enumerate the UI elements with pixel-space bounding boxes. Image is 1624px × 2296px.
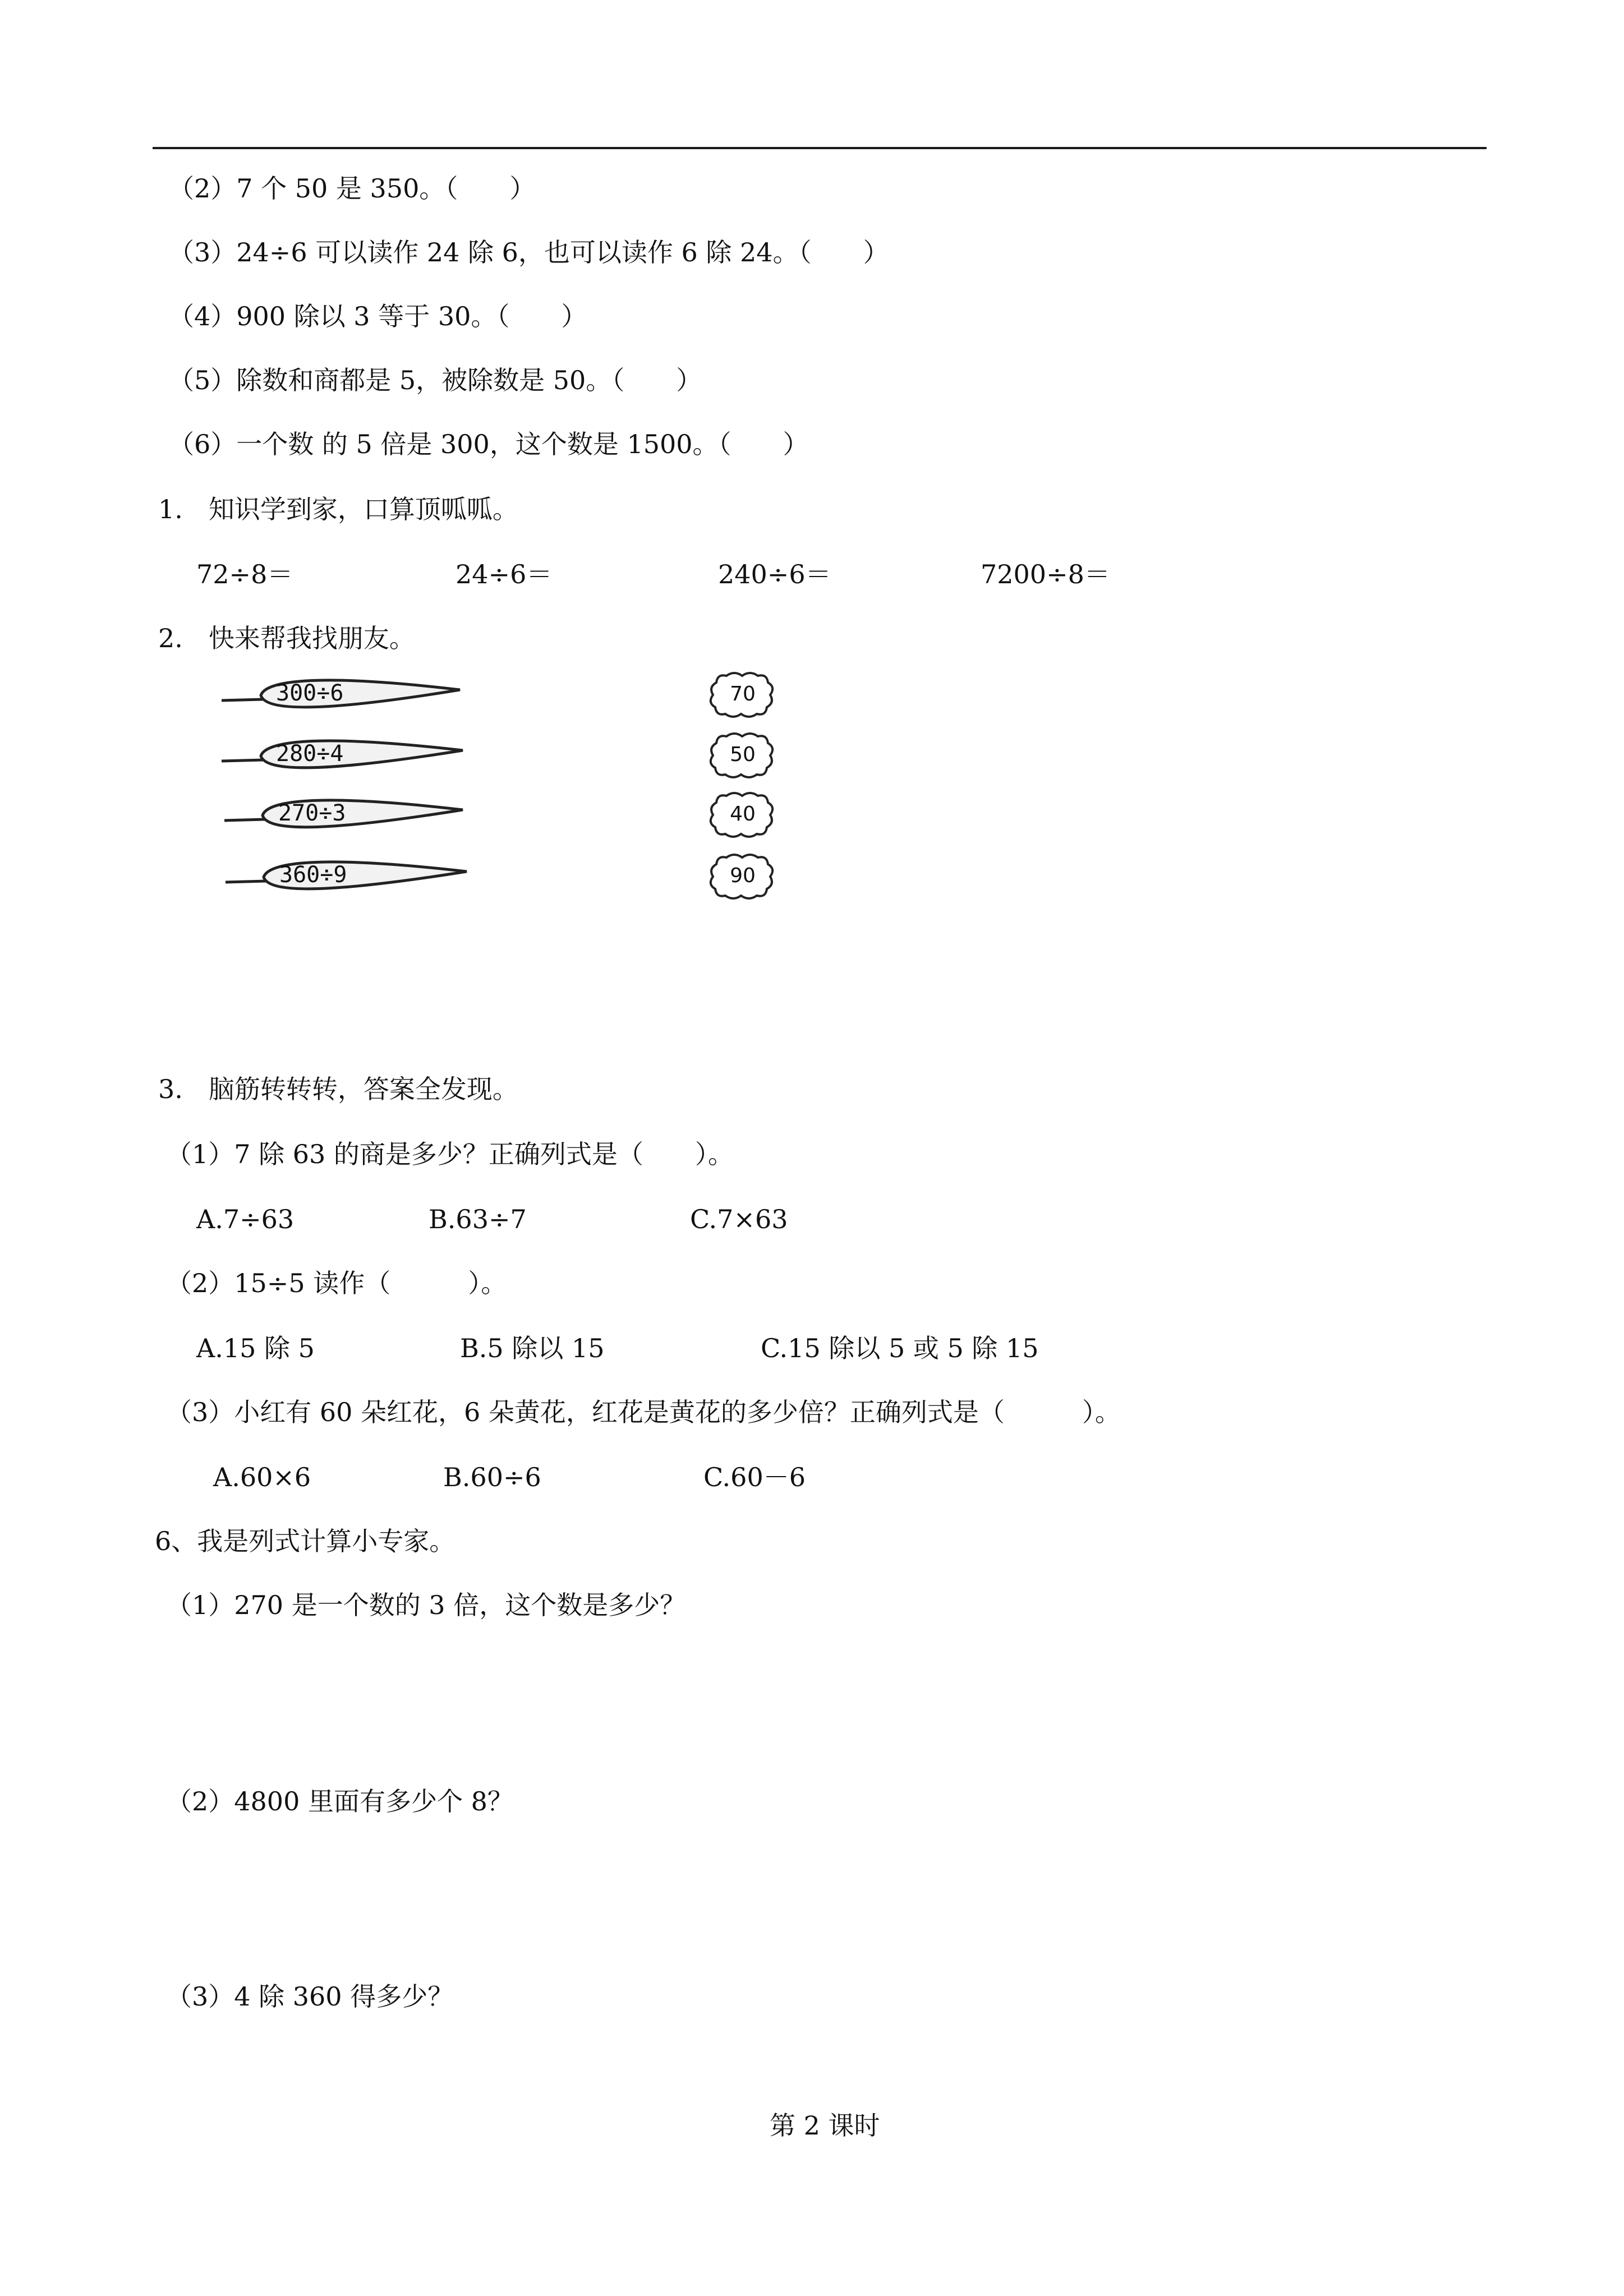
leaf-4-label: 360÷9 xyxy=(279,862,347,888)
word-problem-3: （3）4 除 360 得多少？ xyxy=(166,1981,454,2012)
leaf-2-label: 280÷4 xyxy=(276,741,344,767)
choice-question-3: （3）小红有 60 朵红花，6 朵黄花，红花是黄花的多少倍？正确列式是（ ）。 xyxy=(166,1397,1121,1427)
page-footer: 第 2 课时 xyxy=(770,2110,880,2141)
flower-3-label: 40 xyxy=(730,803,756,826)
flower-4-label: 90 xyxy=(730,864,756,887)
word-problem-1: （1）270 是一个数的 3 倍，这个数是多少？ xyxy=(166,1590,686,1620)
section1-heading: 1. 知识学到家，口算顶呱呱。 xyxy=(158,494,518,524)
header-rule xyxy=(153,147,1487,149)
calc-problem-3: 240÷6＝ xyxy=(718,559,831,589)
choice-option-1a[interactable]: A.7÷63 xyxy=(196,1204,295,1234)
judge-item-5: （5）除数和商都是 5，被除数是 50。（ ） xyxy=(168,365,702,395)
flower-2-label: 50 xyxy=(730,743,756,766)
word-problem-2: （2）4800 里面有多少个 8？ xyxy=(166,1786,513,1816)
judge-item-3: （3）24÷6 可以读作 24 除 6，也可以读作 6 除 24。（ ） xyxy=(168,237,889,268)
choice-option-1c[interactable]: C.7×63 xyxy=(690,1204,788,1234)
choice-option-2a[interactable]: A.15 除 5 xyxy=(196,1333,315,1363)
matching-exercise xyxy=(213,667,886,909)
calc-problem-4: 7200÷8＝ xyxy=(981,559,1110,589)
leaf-1-label: 300÷6 xyxy=(276,680,344,706)
choice-option-2b[interactable]: B.5 除以 15 xyxy=(460,1333,605,1363)
calc-problem-2: 24÷6＝ xyxy=(456,559,553,589)
calc-problem-1: 72÷8＝ xyxy=(196,559,293,589)
section2-heading: 2. 快来帮我找朋友。 xyxy=(158,623,415,653)
judge-item-6: （6）一个数 的 5 倍是 300，这个数是 1500。（ ） xyxy=(168,429,809,459)
judge-item-4: （4）900 除以 3 等于 30。（ ） xyxy=(168,301,587,331)
leaf-3-label: 270÷3 xyxy=(278,800,346,826)
flower-1-label: 70 xyxy=(730,683,756,706)
choice-option-3b[interactable]: B.60÷6 xyxy=(443,1462,541,1492)
choice-option-1b[interactable]: B.63÷7 xyxy=(429,1204,527,1234)
choice-option-2c[interactable]: C.15 除以 5 或 5 除 15 xyxy=(761,1333,1039,1363)
choice-option-3a[interactable]: A.60×6 xyxy=(213,1462,311,1492)
section3-heading: 3. 脑筋转转转，答案全发现。 xyxy=(158,1074,518,1104)
choice-question-1: （1）7 除 63 的商是多少？正确列式是（ ）。 xyxy=(166,1139,734,1169)
judge-item-2: （2）7 个 50 是 350。（ ） xyxy=(168,173,536,204)
choice-option-3c[interactable]: C.60－6 xyxy=(703,1462,806,1492)
choice-question-2: （2）15÷5 读作（ ）。 xyxy=(166,1268,507,1298)
section6-heading: 6、我是列式计算小专家。 xyxy=(155,1526,456,1556)
